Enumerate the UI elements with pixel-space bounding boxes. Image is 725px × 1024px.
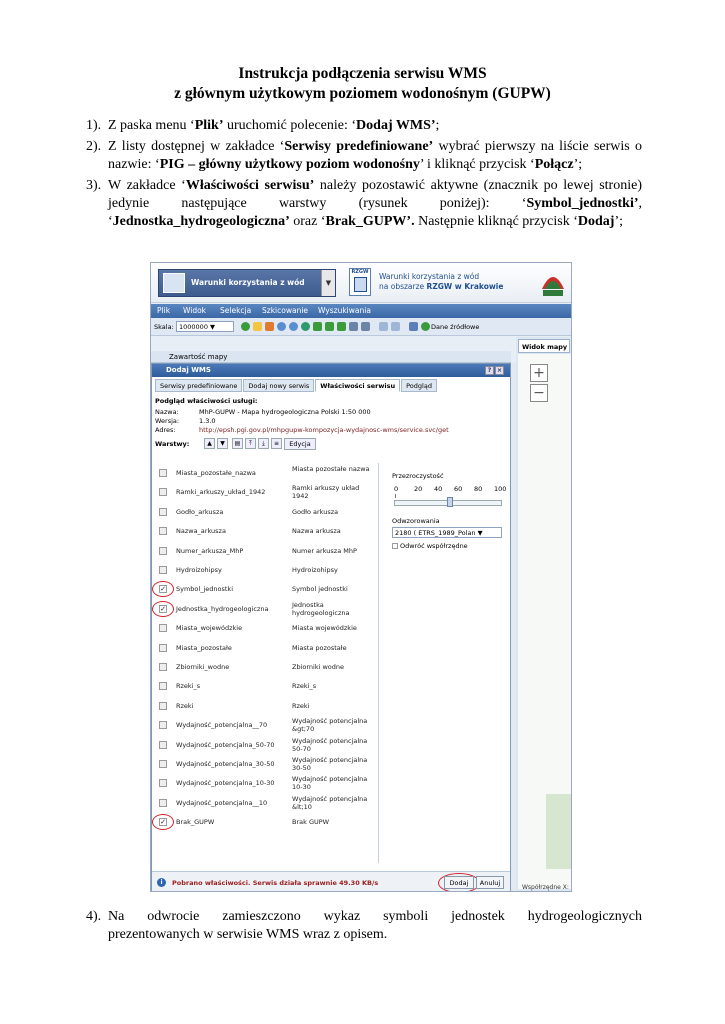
layer-description: Wydajność potencjalna 50-70 [292,736,368,753]
layer-row[interactable] [155,697,377,716]
layer-row[interactable] [155,813,377,832]
layer-name: Miasta_wojewódzkie [176,624,243,633]
link-icon[interactable] [391,322,400,331]
highlight-circle [152,814,174,830]
app-screenshot [150,262,572,892]
layer-checkbox[interactable] [159,527,167,535]
layer-description: Godło arkusza [292,507,339,516]
hand-icon[interactable] [253,322,262,331]
rzgw-logo-text: RZGW [351,269,369,275]
layer-name: Godło_arkusza [176,507,224,516]
layer-checkbox[interactable] [159,469,167,477]
layer-checkbox[interactable] [159,741,167,749]
step-text-part: oraz ‘ [289,214,326,229]
map-thumbnail-icon [163,273,185,293]
zoom-in-icon[interactable] [277,322,286,331]
layer-checkbox[interactable]: ✓ [160,585,166,594]
scale-select[interactable]: 1000000 ▼ [176,321,234,332]
info-value: 1.3.0 [199,417,216,425]
print-icon[interactable] [361,322,370,331]
scale-label: Skala: [154,323,174,331]
layer-checkbox[interactable] [159,644,167,652]
add-wms-window [151,363,511,892]
header-line-2-a: na obszarze [379,282,427,291]
search-icon[interactable] [409,322,418,331]
menu-item-selekcja[interactable]: Selekcja [220,306,252,315]
header-text [379,272,503,292]
sort-icon[interactable]: ≡ [271,438,282,449]
layer-description: Rzeki [292,701,310,710]
layer-name: Hydroizohipsy [176,566,222,574]
window-title [152,364,510,377]
info-value: MhP-GUPW - Mapa hydrogeologiczna Polski 1:50 000 [199,408,371,416]
title-line-1: Instrukcja podłączenia serwisu WMS [238,65,487,82]
layer-name: Symbol_jednostki [176,585,233,594]
layer-row[interactable] [155,542,377,561]
zoom-box-icon[interactable] [265,322,274,331]
legend-icon[interactable] [379,322,388,331]
layer-row[interactable] [155,561,377,580]
layer-checkbox[interactable]: ✓ [160,818,166,827]
measure-icon[interactable] [349,322,358,331]
layer-description: Miasta pozostałe nazwa [292,465,370,473]
step-bold: Dodaj WMS’ [356,118,436,133]
info-row [155,426,449,435]
layer-description: Wydajność potencjalna &lt;10 [292,794,368,811]
layer-description: Rzeki_s [292,682,317,691]
step-2 [86,138,642,174]
layer-row[interactable] [155,774,377,793]
step-bold: Brak_GUPW’. [325,214,415,229]
layer-description: Miasta wojewódzkie [292,624,357,633]
edit-button[interactable]: Edycja [284,438,316,450]
step-text [108,117,642,135]
help-icon[interactable]: ? [485,366,494,375]
layer-row[interactable] [155,639,377,658]
layer-name: Brak_GUPW [176,818,215,827]
map-view-panel [516,337,572,892]
step-bold: Jednostka_hydrogeologiczna’ [112,214,290,229]
info-icon[interactable] [241,322,250,331]
highlight-circle [152,581,174,597]
menu-item-widok[interactable]: Widok [183,306,207,315]
layer-description: Nazwa arkusza [292,527,341,536]
info-key: Wersja: [155,417,180,425]
layer-row[interactable] [155,658,377,677]
tab-add-new-service[interactable]: Dodaj nowy serwis [243,379,314,392]
invert-coordinates-label: Odwróć współrzędne [400,542,468,550]
layer-checkbox[interactable] [159,799,167,807]
layer-description: Zbiorniki wodne [292,663,345,671]
menu-item-wyszukiwania[interactable]: Wyszukiwania [318,306,371,315]
zoom-in-button[interactable]: + [530,364,548,382]
step-text-part: , ‘ [108,196,642,229]
coordinates-label: Współrzędne X: [522,884,569,891]
step-text [108,138,642,174]
step-text-part: ’ i kliknąć przycisk ‘ [419,157,535,172]
layer-checkbox[interactable] [159,779,167,787]
add-button[interactable]: Dodaj [444,876,474,889]
step-bold: Dodaj [577,214,615,229]
layer-name: Ramki_arkuszy_układ_1942 [176,488,266,497]
layer-row[interactable] [155,677,377,696]
layer-description: Wydajność potencjalna 10-30 [292,775,368,792]
header-line-1: Warunki korzystania z wód [379,272,480,281]
step-text: Na odwrocie zamieszczono wykaz symboli jednostek hydrogeologicznych [108,909,642,924]
info-key: Nazwa: [155,408,179,416]
opacity-slider-handle[interactable] [447,497,453,507]
layer-description: Hydroizohipsy [292,566,338,574]
layer-description: Wydajność potencjalna 30-50 [292,756,368,772]
rzgw-logo [349,268,371,296]
move-top-icon[interactable]: ⤒ [245,438,256,449]
info-key: Adres: [155,426,176,434]
info-row [155,408,449,417]
invert-coordinates-checkbox[interactable] [392,542,468,550]
step-number: 2). [86,139,102,154]
layer-name: Zbiorniki_wodne [176,663,230,671]
step-bold: Plik’ [194,118,224,133]
document-title [0,64,725,104]
step-text-part: wybrać pierwszy na liście serwis o nazwie: ‘ [108,139,643,172]
step-text-part: Następnie kliknąć przycisk ‘ [414,214,578,229]
scale-tick-label: 100 [494,485,507,493]
window-title-text: Dodaj WMS [166,366,211,374]
zoom-out-button[interactable]: − [530,384,548,402]
data-source-icon[interactable] [421,322,430,331]
layers-label: Warstwy: [155,440,190,448]
menu-item-szkicowanie[interactable]: Szkicowanie [262,306,309,315]
layer-description: Miasta pozostałe [292,643,347,652]
step-3 [86,177,642,231]
scale-tick-label: 20 [414,485,423,493]
scale-tick-label: 0 [394,485,399,493]
layer-name: Rzeki_s [176,682,201,691]
emblem-logo-icon [539,267,567,299]
status-text: Pobrano właściwości. Serwis działa sprawnie 49.30 KB/s [172,879,379,887]
layer-checkbox[interactable] [159,624,167,632]
layer-checkbox[interactable] [159,721,167,729]
checkbox-icon [392,543,398,549]
step-text-line-2: prezentowanych w serwisie WMS wraz z opisem. [108,927,388,942]
move-bottom-icon[interactable]: ⤓ [258,438,269,449]
header-line-2-b: RZGW w Krakowie [426,282,504,291]
layer-row[interactable] [155,503,377,522]
layer-description: Jednostka hydrogeologiczna [292,600,350,617]
highlight-circle [152,601,174,617]
layer-checkbox[interactable] [159,663,167,671]
info-row [155,417,449,426]
step-bold: PIG – główny użytkowy poziom wodonośny [159,157,420,172]
composition-select[interactable] [158,269,336,297]
layer-name: Wydajność_potencjalna__10 [176,798,268,807]
step-bold: Połącz [534,157,574,172]
step-text [108,177,642,231]
instruction-steps [86,117,642,234]
move-down-icon[interactable]: ▼ [217,438,228,449]
step-4 [86,908,642,942]
next-extent-icon[interactable] [325,322,334,331]
rzgw-logo-icon [354,277,367,292]
properties-heading: Podgląd właściwości usługi: [155,397,258,405]
step-text-part: należy pozostawić aktywne (znacznik po lewej stronie) jedynie następujące warstwy (rysunek poniżej): ‘ [108,178,642,211]
info-url: http://epsh.pgi.gov.pl/mhpgupw-kompozycja-wydajnosc-wms/service.svc/get [199,426,449,434]
layer-row[interactable] [155,600,377,619]
projection-value: 2180 ( ETRS_1989_Polan [395,529,476,537]
tab-preview[interactable]: Podgląd [401,379,437,392]
map-canvas[interactable] [518,354,572,889]
layer-row[interactable] [155,755,377,774]
layer-checkbox[interactable] [159,760,167,768]
scale-select-value: 1000000 [179,323,208,331]
projection-select[interactable]: 2180 ( ETRS_1989_Polan ▼ [392,527,502,538]
layer-name: Wydajność_potencjalna_50-70 [176,740,275,749]
step-number: 4). [86,909,102,924]
scale-tick-label: 40 [434,485,443,493]
layer-row[interactable] [155,619,377,638]
layer-description: Brak GUPW [292,818,330,827]
divider [378,463,379,863]
scale-tick-label: 60 [454,485,463,493]
layer-checkbox[interactable] [159,566,167,574]
layer-checkbox[interactable] [159,682,167,690]
step-text-part: ’; [614,214,623,229]
full-extent-icon[interactable] [301,322,310,331]
layer-name: Nazwa_arkusza [176,527,226,536]
step-bold: Właściwości serwisu’ [185,178,315,193]
map-tile [546,794,572,869]
layer-checkbox[interactable]: ✓ [160,604,166,613]
step-number: 1). [86,118,102,133]
layer-name: Wydajność_potencjalna__70 [176,721,268,730]
step-text-part: ; [435,118,440,133]
layer-name: Rzeki [176,701,194,710]
layer-description: Wydajność potencjalna &gt;70 [292,717,368,734]
vertical-scrollbar[interactable] [511,363,516,892]
layer-checkbox[interactable] [159,488,167,496]
select-all-icon[interactable]: ▤ [232,438,243,449]
step-text-part: Z listy dostępnej w zakładce ‘ [108,139,285,154]
layer-row[interactable] [155,580,377,599]
zoom-out-icon[interactable] [289,322,298,331]
layer-name: Wydajność_potencjalna_10-30 [176,779,275,788]
step-text-part: uruchomić polecenie: ‘ [223,118,357,133]
pan-icon[interactable] [337,322,346,331]
previous-extent-icon[interactable] [313,322,322,331]
opacity-label: Przezroczystość [392,472,444,480]
tab-service-properties[interactable]: Właściwości serwisu [315,379,400,392]
info-icon: i [157,878,166,887]
toolbar [151,318,571,336]
cancel-button[interactable]: Anuluj [476,876,504,889]
menu-bar [151,304,571,318]
layer-description: Ramki arkuszy układ 1942 [292,484,360,501]
data-source-label[interactable]: Dane źródłowe [431,323,480,331]
step-text-part: W zakładce ‘ [108,178,186,193]
scale-tick-label: 80 [474,485,483,493]
close-icon[interactable]: × [496,367,503,374]
step-text-part: ’; [573,157,583,172]
layer-name: Miasta_pozostałe [176,643,232,652]
layer-checkbox[interactable] [159,547,167,555]
layer-name: Numer_arkusza_MhP [176,546,244,555]
layer-row[interactable] [155,522,377,541]
status-bar [152,871,510,892]
step-bold: Serwisy predefiniowane’ [284,139,434,154]
layer-row[interactable] [155,794,377,813]
title-line-2: z głównym użytkowym poziomem wodonośnym (GUPW) [174,85,551,102]
tab-map-view[interactable]: Widok mapy [518,339,570,353]
step-bold: Symbol_jednostki’ [526,196,639,211]
layer-name: Wydajność_potencjalna_30-50 [176,760,275,768]
map-contents-header[interactable]: Zawartość mapy [151,351,511,363]
header-line-2 [379,282,503,292]
layer-checkbox[interactable] [159,702,167,710]
window-tabs [155,379,438,392]
layer-row[interactable] [155,464,377,483]
step-number: 3). [86,178,102,193]
layer-description: Symbol jednostki [292,585,348,594]
layer-name: Jednostka_hydrogeologiczna [176,604,269,613]
composition-label: Warunki korzystania z wód [191,278,305,287]
step-text-part: Z paska menu ‘ [108,118,195,133]
layer-row[interactable] [155,483,377,502]
tab-predefined-services[interactable]: Serwisy predefiniowane [155,379,242,392]
layer-description: Numer arkusza MhP [292,546,357,555]
move-up-icon[interactable]: ▲ [204,438,215,449]
menu-item-plik[interactable]: Plik [157,306,171,315]
service-info [155,408,449,435]
window-buttons [484,366,504,375]
projection-label: Odwzorowania [392,517,440,525]
chevron-down-icon[interactable]: ▼ [321,270,335,296]
layer-name: Miasta_pozostałe_nazwa [176,469,256,477]
layer-row[interactable] [155,716,377,735]
step-1 [86,117,642,135]
app-header [151,263,571,303]
layer-row[interactable] [155,736,377,755]
layer-checkbox[interactable] [159,508,167,516]
